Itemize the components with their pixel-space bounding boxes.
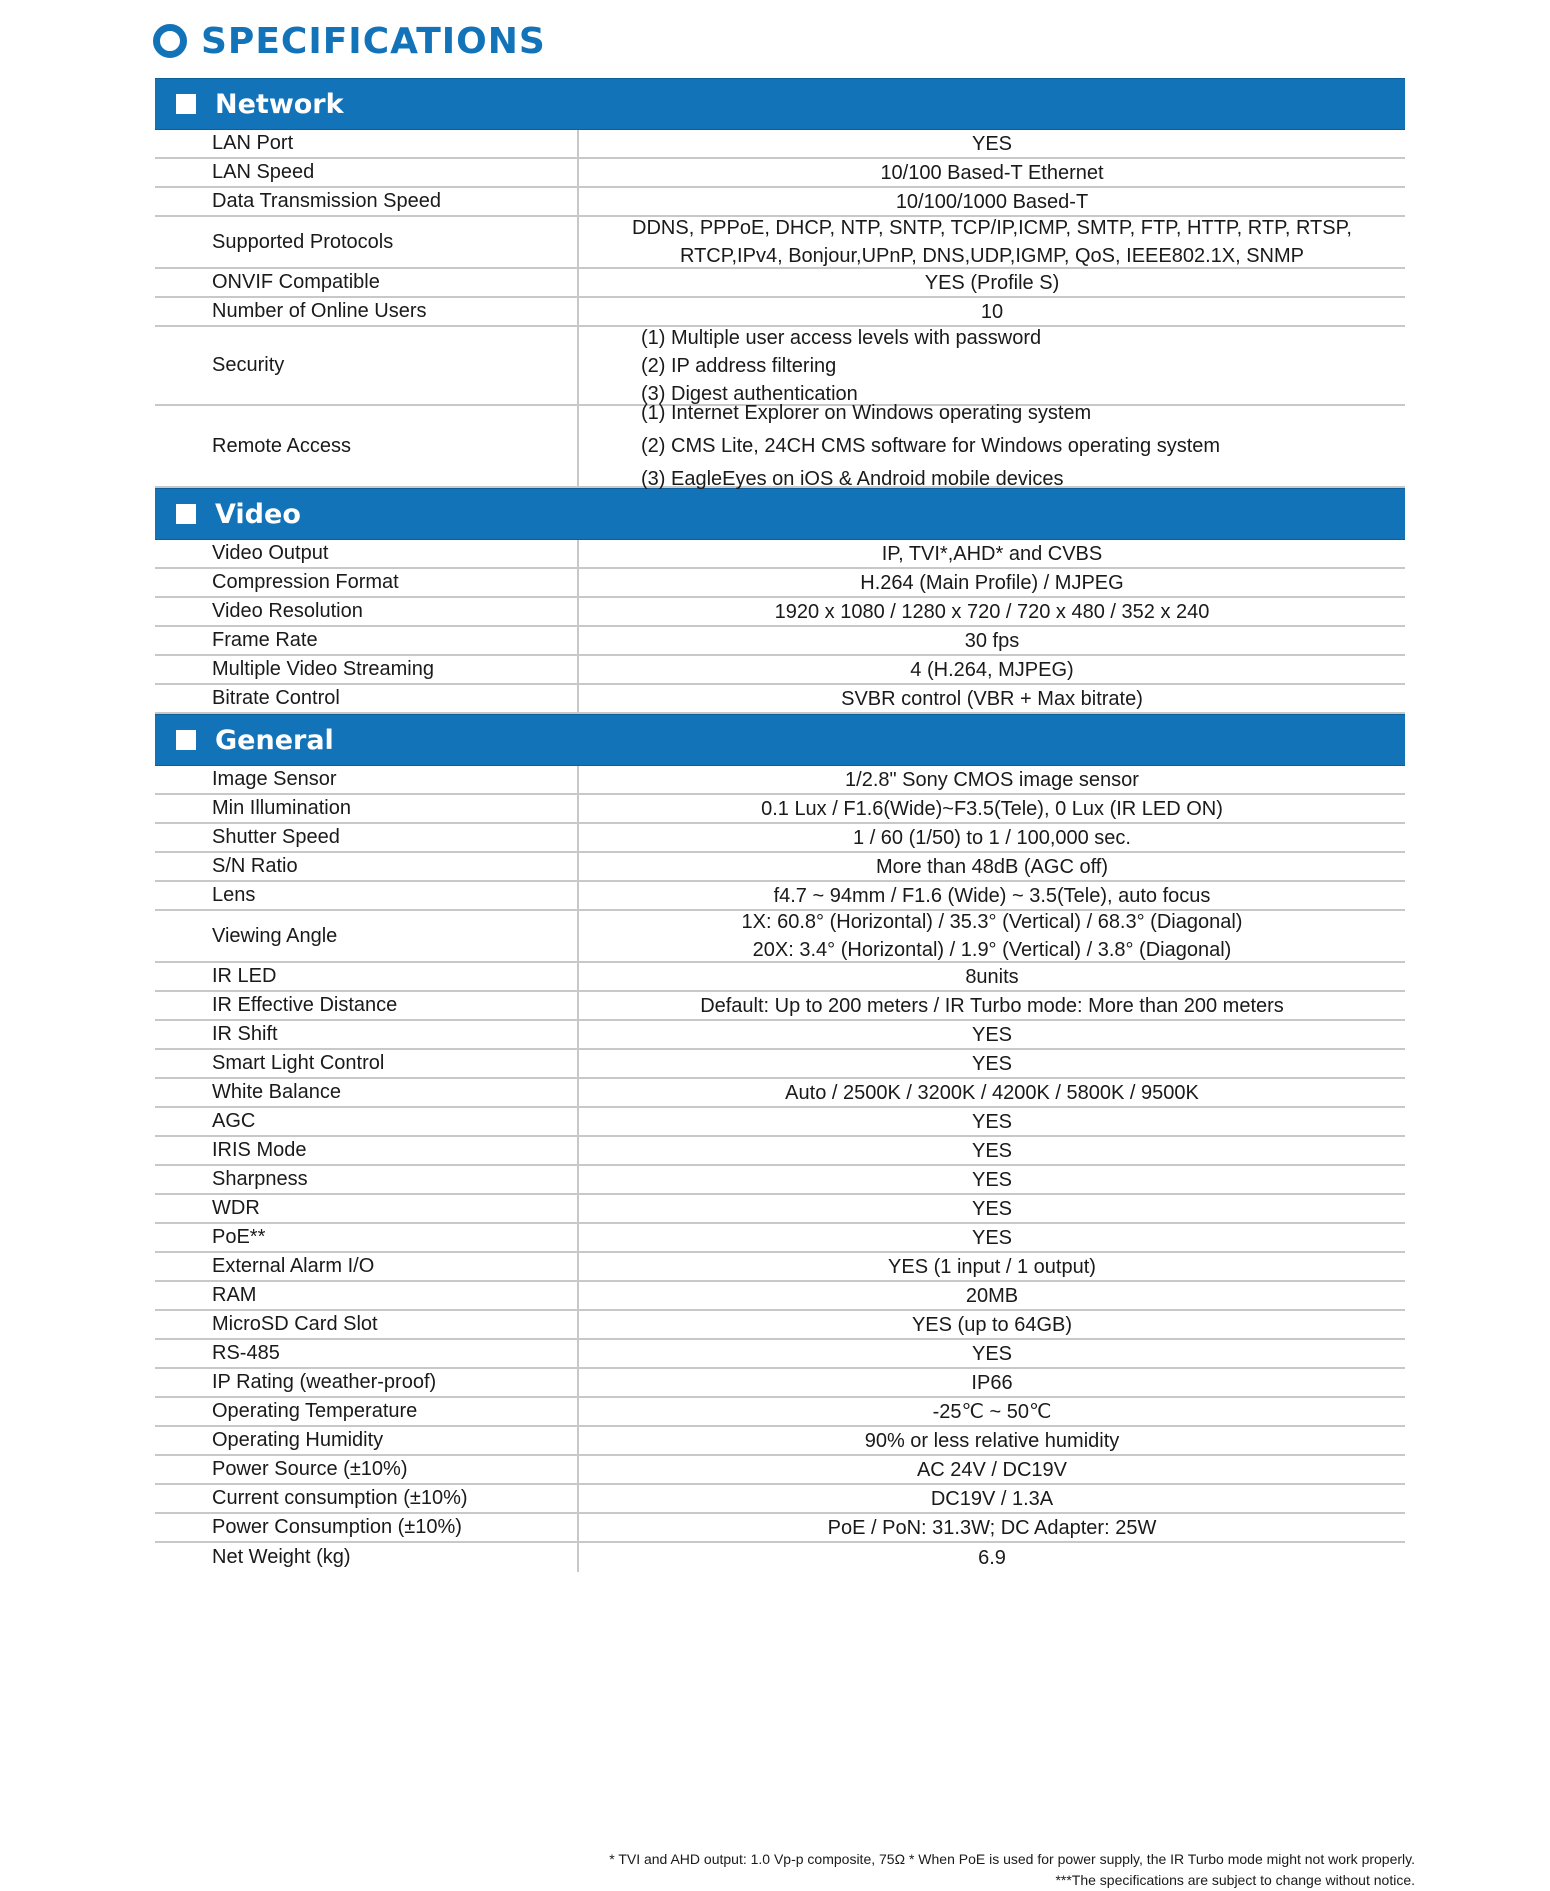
spec-value-line: YES — [971, 132, 1013, 155]
spec-label: Image Sensor — [155, 766, 579, 793]
spec-label: Data Transmission Speed — [155, 188, 579, 215]
spec-value-line: 20X: 3.4° (Horizontal) / 1.9° (Vertical) / 3.8° (Diagonal) — [752, 939, 1232, 961]
spec-row — [155, 1340, 1405, 1369]
spec-label: IP Rating (weather-proof) — [155, 1369, 579, 1396]
spec-label: Remote Access — [155, 406, 579, 486]
spec-value — [579, 992, 1405, 1019]
spec-label: External Alarm I/O — [155, 1253, 579, 1280]
square-bullet-icon — [176, 730, 196, 750]
spec-label: Net Weight (kg) — [155, 1543, 579, 1572]
spec-value-line: 30 fps — [964, 629, 1020, 652]
spec-label: Multiple Video Streaming — [155, 656, 579, 683]
spec-row — [155, 130, 1405, 159]
spec-value-line: 90% or less relative humidity — [864, 1429, 1120, 1452]
spec-row — [155, 1050, 1405, 1079]
spec-row — [155, 269, 1405, 298]
spec-value — [579, 911, 1405, 961]
spec-value-line: 0.1 Lux / F1.6(Wide)~F3.5(Tele), 0 Lux (IR LED ON) — [761, 797, 1223, 820]
section-header-network — [155, 78, 1405, 130]
spec-value — [579, 1543, 1405, 1572]
spec-label: LAN Port — [155, 130, 579, 157]
section-title: Network — [215, 88, 344, 120]
spec-row — [155, 1369, 1405, 1398]
spec-value — [579, 882, 1405, 909]
spec-row — [155, 1311, 1405, 1340]
spec-row — [155, 1456, 1405, 1485]
spec-label: RS-485 — [155, 1340, 579, 1367]
spec-value — [579, 1021, 1405, 1048]
spec-row — [155, 766, 1405, 795]
spec-label: RAM — [155, 1282, 579, 1309]
spec-label: IR LED — [155, 963, 579, 990]
spec-value-line: 10/100/1000 Based-T — [895, 190, 1089, 213]
spec-value-line: IP, TVI*,AHD* and CVBS — [881, 542, 1103, 565]
spec-row — [155, 1224, 1405, 1253]
spec-value — [579, 569, 1405, 596]
spec-row — [155, 1253, 1405, 1282]
spec-row — [155, 1108, 1405, 1137]
spec-value-line: YES — [971, 1110, 1013, 1133]
spec-value-line: RTCP,IPv4, Bonjour,UPnP, DNS,UDP,IGMP, QoS, IEEE802.1X, SNMP — [680, 245, 1304, 267]
spec-label: Video Output — [155, 540, 579, 567]
spec-row — [155, 1398, 1405, 1427]
spec-row — [155, 1514, 1405, 1543]
square-bullet-icon — [176, 504, 196, 524]
spec-label: Compression Format — [155, 569, 579, 596]
spec-value-line: YES — [971, 1342, 1013, 1365]
spec-value-line: YES (up to 64GB) — [911, 1313, 1073, 1336]
spec-value — [579, 1224, 1405, 1251]
spec-value — [579, 540, 1405, 567]
section-title: Video — [215, 498, 301, 530]
spec-label: LAN Speed — [155, 159, 579, 186]
spec-label: IR Shift — [155, 1021, 579, 1048]
spec-value-line: AC 24V / DC19V — [916, 1458, 1068, 1481]
spec-value — [579, 824, 1405, 851]
spec-label: IRIS Mode — [155, 1137, 579, 1164]
spec-value — [579, 217, 1405, 267]
spec-label: AGC — [155, 1108, 579, 1135]
spec-value — [579, 685, 1405, 712]
spec-row — [155, 401, 1405, 490]
section-title: General — [215, 724, 334, 756]
spec-value-line: 1920 x 1080 / 1280 x 720 / 720 x 480 / 352 x 240 — [774, 600, 1210, 623]
spec-value — [579, 1108, 1405, 1135]
spec-value-line: More than 48dB (AGC off) — [876, 855, 1108, 878]
spec-value-line: YES — [971, 1052, 1013, 1075]
spec-value — [579, 1195, 1405, 1222]
spec-value — [579, 1456, 1405, 1483]
spec-value — [579, 130, 1405, 157]
spec-value-line: 1X: 60.8° (Horizontal) / 35.3° (Vertical) / 68.3° (Diagonal) — [741, 911, 1243, 933]
spec-value — [579, 1369, 1405, 1396]
spec-row — [155, 1137, 1405, 1166]
spec-value — [579, 1253, 1405, 1280]
spec-label: Number of Online Users — [155, 298, 579, 325]
spec-label: Lens — [155, 882, 579, 909]
spec-row — [155, 217, 1405, 269]
spec-value — [579, 963, 1405, 990]
spec-value-line: IP66 — [971, 1371, 1013, 1394]
spec-row — [155, 963, 1405, 992]
square-bullet-icon — [176, 94, 196, 114]
spec-label: Power Consumption (±10%) — [155, 1514, 579, 1541]
spec-value-line: Default: Up to 200 meters / IR Turbo mode: More than 200 meters — [700, 994, 1284, 1017]
spec-row — [155, 882, 1405, 911]
spec-value — [579, 598, 1405, 625]
spec-value-line: YES — [971, 1226, 1013, 1249]
spec-row — [155, 1079, 1405, 1108]
spec-row — [155, 1282, 1405, 1311]
spec-value — [579, 853, 1405, 880]
spec-row — [155, 1543, 1405, 1572]
spec-value-line: (3) Digest authentication — [641, 382, 858, 405]
spec-label: Min Illumination — [155, 795, 579, 822]
spec-label: Viewing Angle — [155, 911, 579, 961]
spec-value-line: (1) Multiple user access levels with password — [641, 326, 1042, 349]
section-header-general — [155, 714, 1405, 766]
spec-value-line: 1/2.8" Sony CMOS image sensor — [845, 768, 1139, 791]
spec-value — [579, 1485, 1405, 1512]
spec-row — [155, 327, 1405, 406]
footnote-line: * TVI and AHD output: 1.0 Vp-p composite, 75Ω * When PoE is used for power supply, the IR Turbo mode might not work properly. — [609, 1851, 1415, 1867]
spec-row — [155, 992, 1405, 1021]
spec-row — [155, 627, 1405, 656]
spec-label: Sharpness — [155, 1166, 579, 1193]
spec-label: White Balance — [155, 1079, 579, 1106]
spec-value-line: (2) IP address filtering — [641, 354, 837, 377]
spec-value — [579, 188, 1405, 215]
spec-label: WDR — [155, 1195, 579, 1222]
spec-label: IR Effective Distance — [155, 992, 579, 1019]
spec-row — [155, 1427, 1405, 1456]
spec-value-line: PoE / PoN: 31.3W; DC Adapter: 25W — [827, 1516, 1157, 1539]
spec-value — [579, 1050, 1405, 1077]
spec-value — [579, 401, 1405, 490]
spec-value-line: 20MB — [965, 1284, 1019, 1307]
spec-value — [579, 298, 1405, 325]
spec-label: Smart Light Control — [155, 1050, 579, 1077]
spec-value — [579, 1282, 1405, 1309]
spec-row — [155, 188, 1405, 217]
spec-label: ONVIF Compatible — [155, 269, 579, 296]
spec-value — [579, 327, 1405, 404]
spec-row — [155, 1485, 1405, 1514]
spec-row — [155, 685, 1405, 714]
spec-row — [155, 1195, 1405, 1224]
spec-label: Bitrate Control — [155, 685, 579, 712]
spec-label: Shutter Speed — [155, 824, 579, 851]
page-heading — [153, 18, 546, 64]
spec-value — [579, 656, 1405, 683]
spec-value-line: YES (Profile S) — [924, 271, 1060, 294]
spec-value-line: (2) CMS Lite, 24CH CMS software for Windows operating system — [641, 434, 1221, 457]
spec-value-line: YES (1 input / 1 output) — [888, 1255, 1096, 1278]
spec-label: PoE** — [155, 1224, 579, 1251]
spec-row — [155, 1021, 1405, 1050]
spec-value-line: DC19V / 1.3A — [930, 1487, 1054, 1510]
page-title: SPECIFICATIONS — [201, 20, 546, 62]
spec-label: Security — [155, 327, 579, 404]
footnote-line: ***The specifications are subject to change without notice. — [1055, 1872, 1415, 1888]
spec-value-line: YES — [971, 1023, 1013, 1046]
spec-value-line: 10/100 Based-T Ethernet — [880, 161, 1104, 184]
spec-value-line: H.264 (Main Profile) / MJPEG — [860, 571, 1124, 594]
spec-row — [155, 853, 1405, 882]
spec-value-line: SVBR control (VBR + Max bitrate) — [841, 687, 1143, 710]
spec-value-line: YES — [971, 1168, 1013, 1191]
spec-value-line: YES — [971, 1139, 1013, 1162]
spec-value-line: (1) Internet Explorer on Windows operating system — [641, 401, 1092, 424]
spec-label: Video Resolution — [155, 598, 579, 625]
spec-value-line: Auto / 2500K / 3200K / 4200K / 5800K / 9500K — [785, 1081, 1199, 1104]
spec-value — [579, 795, 1405, 822]
spec-value — [579, 1427, 1405, 1454]
spec-value-line: 6.9 — [978, 1546, 1006, 1569]
spec-value — [579, 1340, 1405, 1367]
spec-value-line: YES — [971, 1197, 1013, 1220]
spec-value-line: 1 / 60 (1/50) to 1 / 100,000 sec. — [853, 826, 1131, 849]
spec-row — [155, 824, 1405, 853]
spec-value-line: 4 (H.264, MJPEG) — [910, 658, 1074, 681]
spec-row — [155, 795, 1405, 824]
ring-bullet-icon — [153, 24, 187, 58]
spec-value — [579, 1514, 1405, 1541]
spec-value — [579, 1166, 1405, 1193]
spec-label: Current consumption (±10%) — [155, 1485, 579, 1512]
spec-value — [579, 1137, 1405, 1164]
spec-label: Power Source (±10%) — [155, 1456, 579, 1483]
spec-value — [579, 627, 1405, 654]
spec-value — [579, 269, 1405, 296]
spec-value — [579, 1079, 1405, 1106]
spec-table — [155, 78, 1405, 1572]
spec-value-line: (3) EagleEyes on iOS & Android mobile devices — [641, 467, 1064, 490]
spec-value-line: DDNS, PPPoE, DHCP, NTP, SNTP, TCP/IP,ICMP, SMTP, FTP, HTTP, RTP, RTSP, — [632, 217, 1352, 239]
spec-label: Frame Rate — [155, 627, 579, 654]
spec-row — [155, 911, 1405, 963]
spec-value — [579, 159, 1405, 186]
spec-row — [155, 1166, 1405, 1195]
spec-label: Operating Temperature — [155, 1398, 579, 1425]
spec-row — [155, 598, 1405, 627]
spec-value-line: -25℃ ~ 50℃ — [932, 1400, 1052, 1423]
spec-row — [155, 656, 1405, 685]
spec-value — [579, 1311, 1405, 1338]
spec-row — [155, 540, 1405, 569]
spec-value-line: f4.7 ~ 94mm / F1.6 (Wide) ~ 3.5(Tele), auto focus — [773, 884, 1211, 907]
spec-value-line: 10 — [980, 300, 1004, 323]
section-header-video — [155, 488, 1405, 540]
spec-label: S/N Ratio — [155, 853, 579, 880]
spec-row — [155, 159, 1405, 188]
spec-value — [579, 766, 1405, 793]
spec-label: MicroSD Card Slot — [155, 1311, 579, 1338]
spec-label: Supported Protocols — [155, 217, 579, 267]
footnotes — [609, 1849, 1415, 1891]
spec-label: Operating Humidity — [155, 1427, 579, 1454]
spec-row — [155, 569, 1405, 598]
spec-value-line: 8units — [965, 965, 1019, 988]
spec-value — [579, 1398, 1405, 1425]
